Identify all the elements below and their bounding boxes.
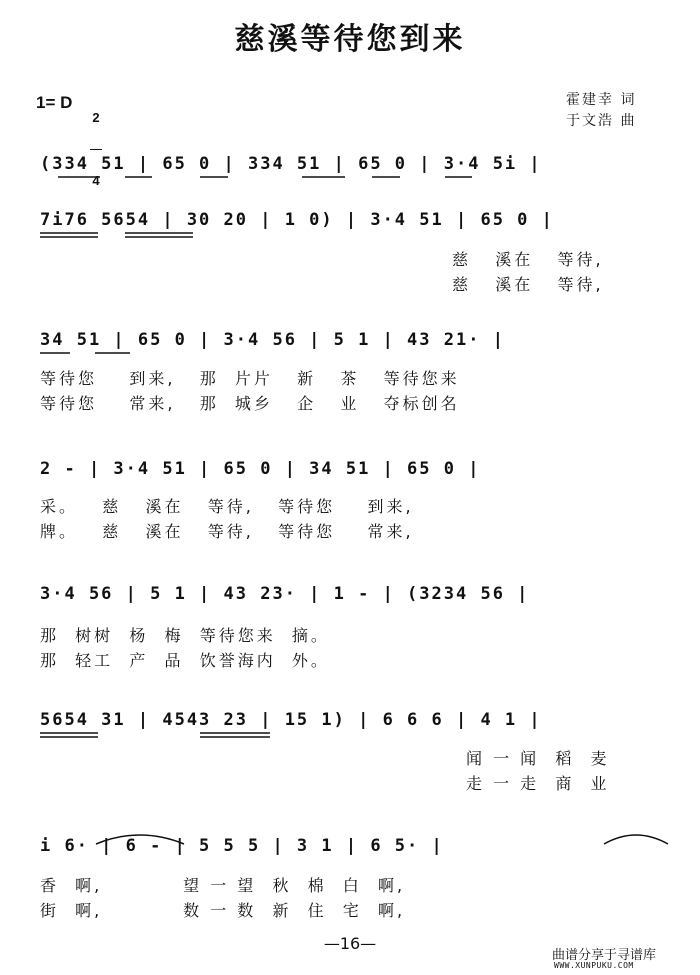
staff-7-notes: i 6· | 6 - | 5 5 5 | 3 1 | 6 5· | — [40, 836, 444, 856]
staff-3-lyric-verse-2: 等待您 常来, 那 城乡 企 业 夺标创名 — [40, 394, 460, 413]
staff-3-notes: 34 51 | 65 0 | 3·4 56 | 5 1 | 43 21· | — [40, 330, 505, 350]
time-signature-top: 2 — [92, 110, 100, 125]
tie-arc — [96, 835, 184, 844]
page-number: —16— — [323, 934, 377, 953]
staff-4-lyric-verse-1: 采。 慈 溪在 等待, 等待您 到来, — [40, 497, 414, 516]
staff-4-notes: 2 - | 3·4 51 | 65 0 | 34 51 | 65 0 | — [40, 459, 481, 479]
page-title: 慈溪等待您到来 — [234, 22, 466, 57]
lyricist-credit: 霍建幸 词 — [566, 92, 637, 108]
watermark-text: 曲谱分享于寻谱库 — [552, 948, 657, 963]
staff-6-lyric-verse-2: 走 一 走 商 业 — [466, 774, 610, 793]
key-signature: 1= D — [36, 93, 73, 112]
staff-1-notes: (334 51 | 65 0 | 334 51 | 65 0 | 3·4 5i | — [40, 154, 542, 174]
staff-5-lyric-verse-2: 那 轻工 产 品 饮誉海内 外。 — [40, 651, 330, 670]
staff-6-notes: 5654 31 | 4543 23 | 15 1) | 6 6 6 | 4 1 | — [40, 710, 542, 730]
composer-credit: 于文浩 曲 — [566, 113, 637, 129]
staff-2-notes: 7i76 5654 | 30 20 | 1 0) | 3·4 51 | 65 0 | — [40, 210, 554, 230]
staff-2-lyric-verse-1: 慈 溪在 等待, — [452, 250, 604, 269]
time-signature-bottom: 4 — [92, 173, 100, 188]
staff-6-lyric-verse-1: 闻 一 闻 稻 麦 — [466, 749, 610, 768]
staff-4-lyric-verse-2: 牌。 慈 溪在 等待, 等待您 常来, — [40, 522, 414, 541]
staff-5-lyric-verse-1: 那 树树 杨 梅 等待您来 摘。 — [40, 626, 330, 645]
staff-2-lyric-verse-2: 慈 溪在 等待, — [452, 275, 604, 294]
staff-3-lyric-verse-1: 等待您 到来, 那 片片 新 茶 等待您来 — [40, 369, 460, 388]
watermark-url: WWW.XUNPUKU.COM — [554, 961, 634, 970]
staff-7-lyric-verse-1: 香 啊, 望 一 望 秋 棉 白 啊, — [40, 876, 406, 895]
staff-5-notes: 3·4 56 | 5 1 | 43 23· | 1 - | (3234 56 | — [40, 584, 530, 604]
staff-7-lyric-verse-2: 街 啊, 数 一 数 新 住 宅 啊, — [40, 901, 406, 920]
tie-arc — [604, 835, 668, 844]
